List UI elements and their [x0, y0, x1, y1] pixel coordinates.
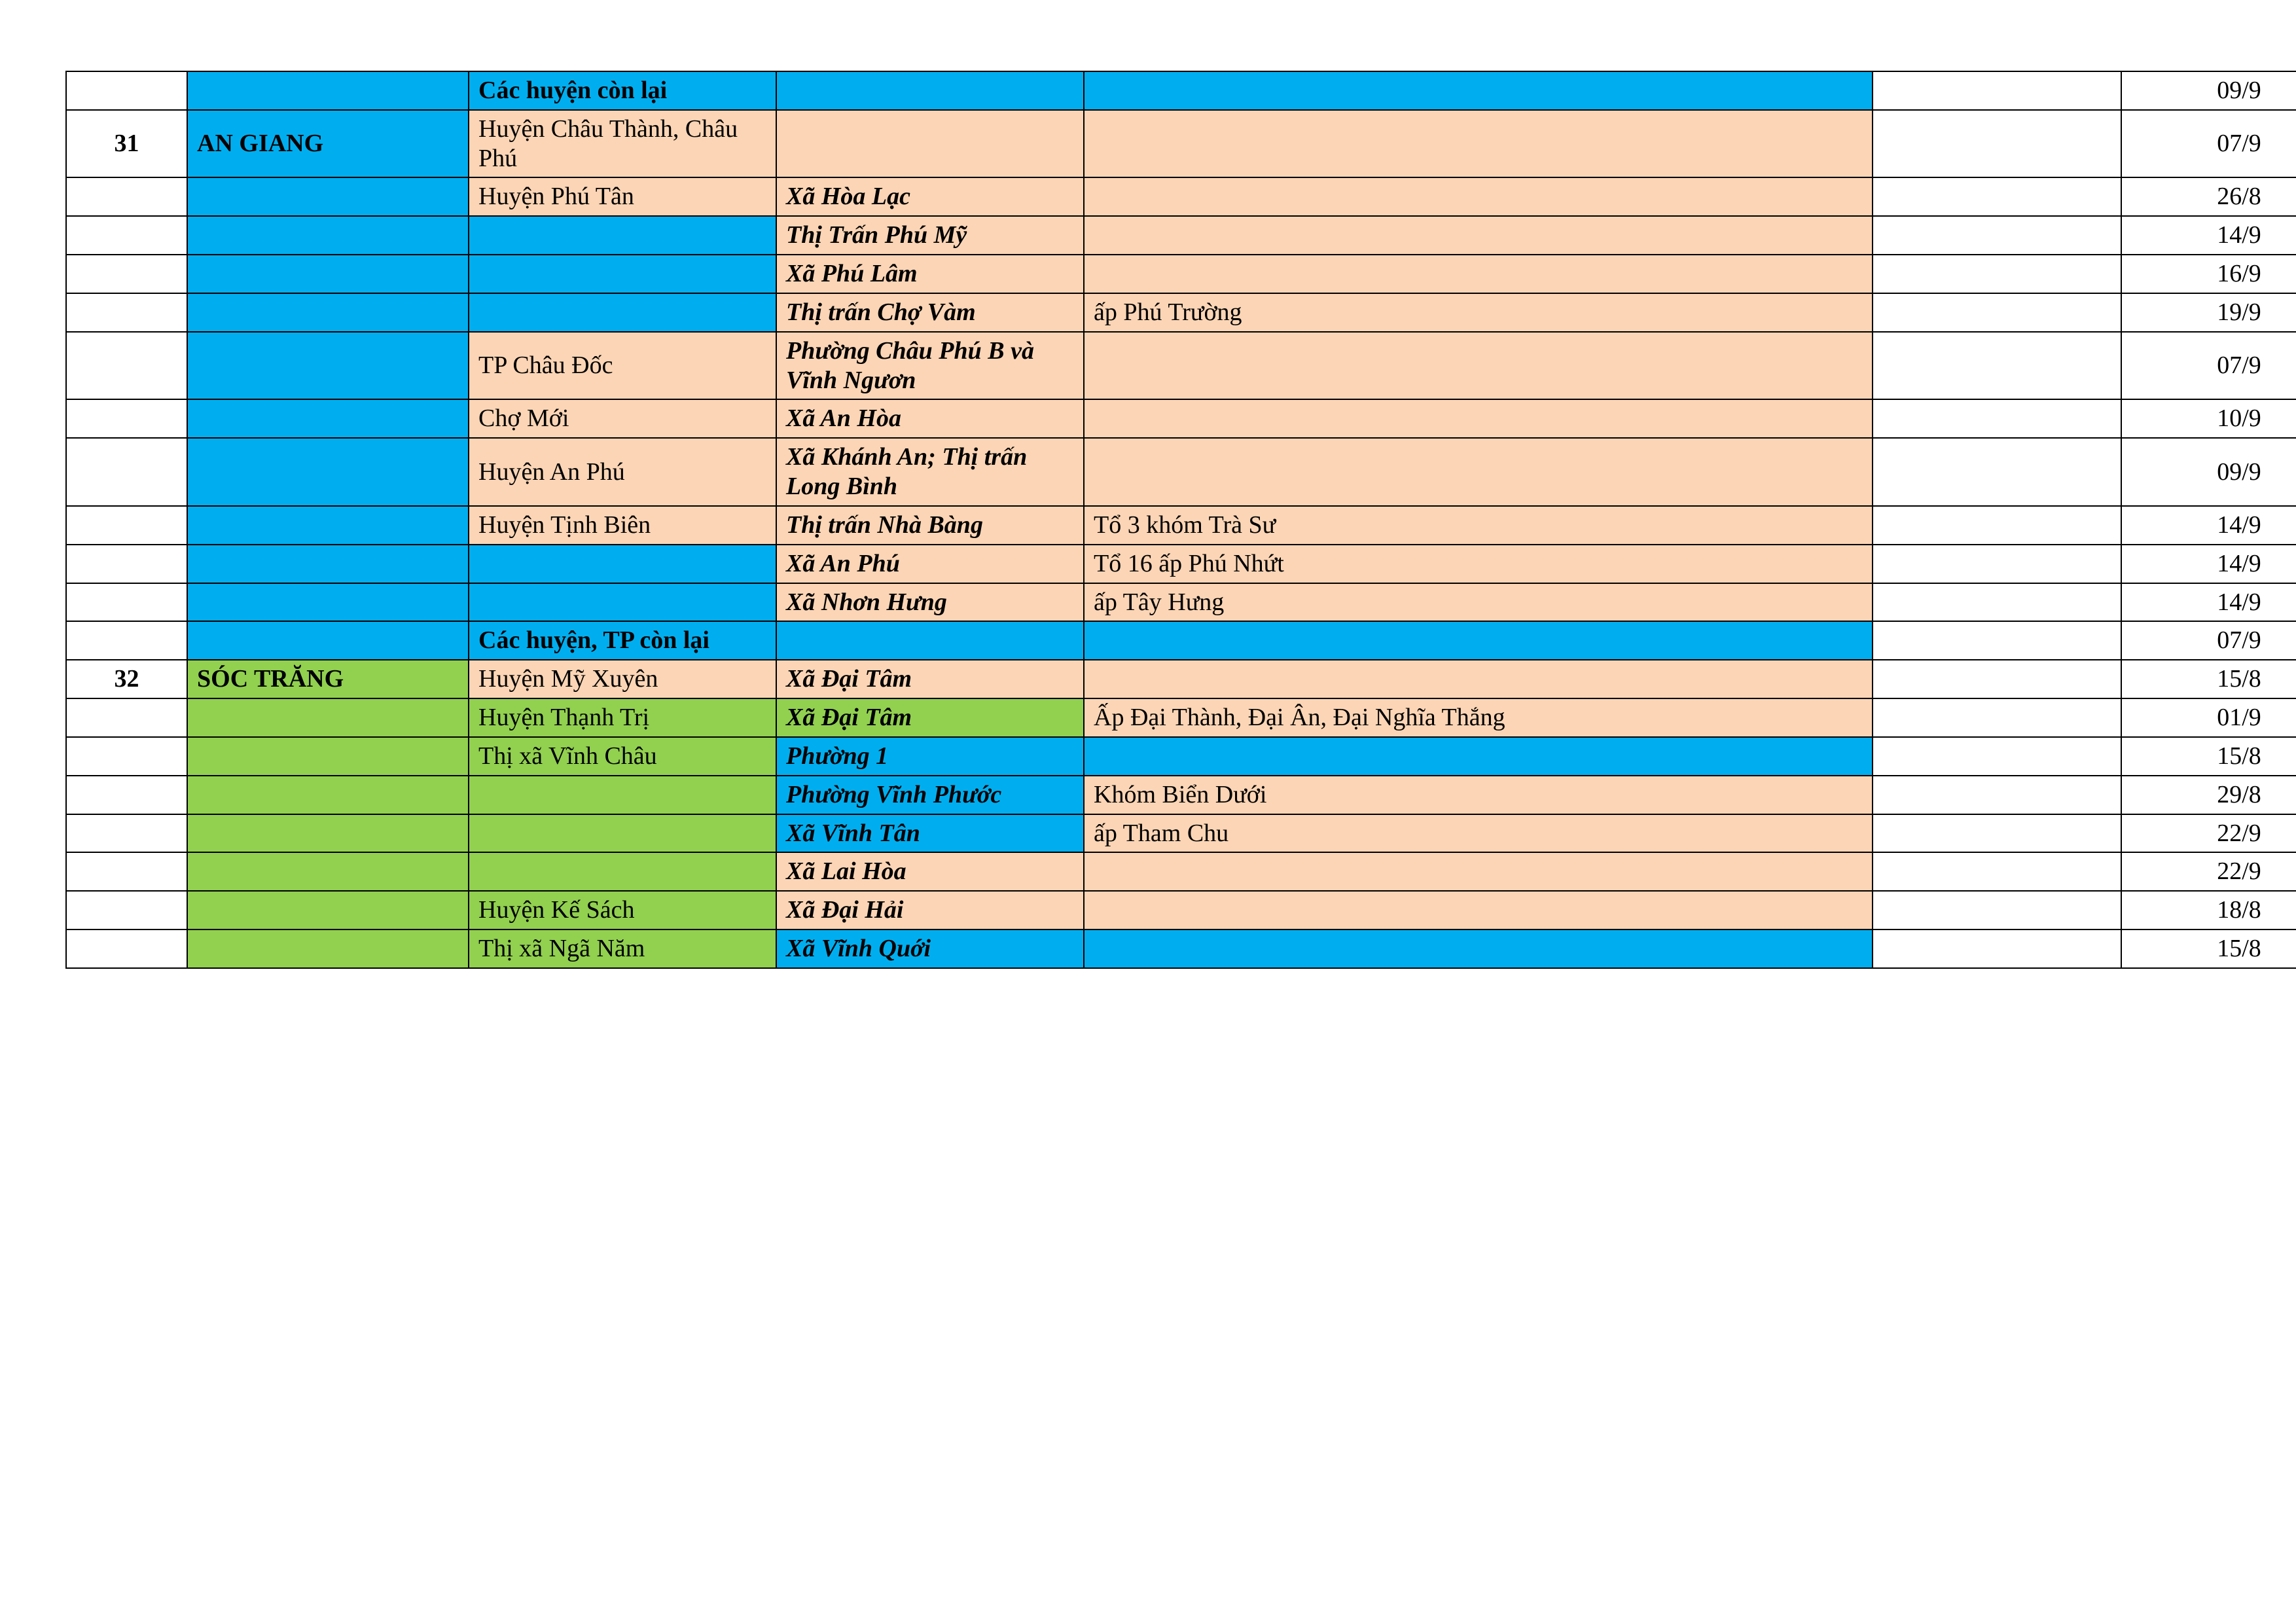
cell-area — [1084, 332, 1873, 400]
cell-blank — [1873, 71, 2121, 110]
cell-index — [66, 71, 187, 110]
cell-ward: Phường Châu Phú B và Vĩnh Ngươn — [776, 332, 1084, 400]
cell-ward: Phường 1 — [776, 737, 1084, 776]
table-row — [66, 621, 2296, 660]
table-row — [66, 891, 2296, 929]
cell-area — [1084, 438, 1873, 506]
cell-blank — [1873, 216, 2121, 255]
cell-blank — [1873, 891, 2121, 929]
cell-date: 29/8 — [2121, 776, 2296, 814]
cell-ward: Thị Trấn Phú Mỹ — [776, 216, 1084, 255]
cell-district: Huyện Châu Thành, Châu Phú — [469, 110, 776, 178]
cell-index: 32 — [66, 660, 187, 698]
table-row — [66, 332, 2296, 400]
table-row — [66, 660, 2296, 698]
cell-ward: Thị trấn Nhà Bàng — [776, 506, 1084, 545]
cell-ward: Xã Khánh An; Thị trấn Long Bình — [776, 438, 1084, 506]
table-row — [66, 177, 2296, 216]
table-row — [66, 737, 2296, 776]
cell-district: Huyện An Phú — [469, 438, 776, 506]
restrictions-table — [65, 71, 2296, 969]
cell-index — [66, 698, 187, 737]
cell-district — [469, 293, 776, 332]
cell-index — [66, 216, 187, 255]
cell-blank — [1873, 399, 2121, 438]
cell-ward: Xã An Phú — [776, 545, 1084, 583]
cell-ward — [776, 110, 1084, 178]
cell-blank — [1873, 110, 2121, 178]
table-row — [66, 506, 2296, 545]
cell-blank — [1873, 255, 2121, 293]
cell-blank — [1873, 852, 2121, 891]
cell-ward: Xã Đại Tâm — [776, 698, 1084, 737]
cell-index — [66, 293, 187, 332]
cell-index — [66, 852, 187, 891]
cell-district — [469, 814, 776, 853]
cell-area — [1084, 891, 1873, 929]
table-row — [66, 71, 2296, 110]
cell-date: 22/9 — [2121, 814, 2296, 853]
cell-area — [1084, 216, 1873, 255]
cell-district: Huyện Phú Tân — [469, 177, 776, 216]
cell-date: 26/8 — [2121, 177, 2296, 216]
cell-province — [187, 583, 469, 622]
cell-district: Huyện Kế Sách — [469, 891, 776, 929]
cell-index — [66, 891, 187, 929]
cell-province — [187, 438, 469, 506]
cell-ward: Xã Vĩnh Tân — [776, 814, 1084, 853]
cell-blank — [1873, 814, 2121, 853]
table-row — [66, 583, 2296, 622]
cell-blank — [1873, 737, 2121, 776]
cell-area: ấp Phú Trường — [1084, 293, 1873, 332]
cell-index — [66, 776, 187, 814]
table-row — [66, 293, 2296, 332]
table-row — [66, 929, 2296, 968]
cell-province — [187, 332, 469, 400]
cell-area — [1084, 852, 1873, 891]
cell-blank — [1873, 545, 2121, 583]
cell-area: ấp Tây Hưng — [1084, 583, 1873, 622]
cell-index — [66, 332, 187, 400]
cell-blank — [1873, 506, 2121, 545]
cell-area: Khóm Biển Dưới — [1084, 776, 1873, 814]
cell-date: 16/9 — [2121, 255, 2296, 293]
table-row — [66, 399, 2296, 438]
cell-ward: Xã Đại Tâm — [776, 660, 1084, 698]
cell-index — [66, 737, 187, 776]
cell-index — [66, 929, 187, 968]
cell-date: 01/9 — [2121, 698, 2296, 737]
cell-blank — [1873, 583, 2121, 622]
cell-district: Huyện Mỹ Xuyên — [469, 660, 776, 698]
cell-date: 07/9 — [2121, 110, 2296, 178]
cell-district: Các huyện, TP còn lại — [469, 621, 776, 660]
cell-ward — [776, 71, 1084, 110]
table-row — [66, 438, 2296, 506]
cell-blank — [1873, 438, 2121, 506]
cell-blank — [1873, 776, 2121, 814]
cell-blank — [1873, 698, 2121, 737]
cell-area — [1084, 71, 1873, 110]
cell-ward: Xã Đại Hải — [776, 891, 1084, 929]
cell-area — [1084, 110, 1873, 178]
table-row — [66, 255, 2296, 293]
cell-district — [469, 852, 776, 891]
cell-province — [187, 891, 469, 929]
cell-area: Tổ 16 ấp Phú Nhứt — [1084, 545, 1873, 583]
cell-date: 19/9 — [2121, 293, 2296, 332]
cell-blank — [1873, 332, 2121, 400]
cell-area: ấp Tham Chu — [1084, 814, 1873, 853]
cell-district: Các huyện còn lại — [469, 71, 776, 110]
cell-province — [187, 776, 469, 814]
cell-province: SÓC TRĂNG — [187, 660, 469, 698]
cell-district — [469, 255, 776, 293]
cell-province — [187, 216, 469, 255]
cell-area — [1084, 255, 1873, 293]
table-row — [66, 110, 2296, 178]
cell-index — [66, 583, 187, 622]
cell-date: 09/9 — [2121, 71, 2296, 110]
cell-date: 15/8 — [2121, 929, 2296, 968]
cell-date: 22/9 — [2121, 852, 2296, 891]
table-row — [66, 852, 2296, 891]
cell-area — [1084, 177, 1873, 216]
cell-province — [187, 814, 469, 853]
cell-province — [187, 506, 469, 545]
cell-ward: Thị trấn Chợ Vàm — [776, 293, 1084, 332]
cell-blank — [1873, 177, 2121, 216]
cell-district — [469, 545, 776, 583]
cell-date: 07/9 — [2121, 621, 2296, 660]
cell-province — [187, 71, 469, 110]
cell-province — [187, 929, 469, 968]
cell-district: TP Châu Đốc — [469, 332, 776, 400]
cell-blank — [1873, 929, 2121, 968]
cell-province — [187, 621, 469, 660]
cell-index — [66, 399, 187, 438]
cell-province: AN GIANG — [187, 110, 469, 178]
cell-province — [187, 177, 469, 216]
cell-district — [469, 776, 776, 814]
cell-blank — [1873, 293, 2121, 332]
cell-province — [187, 737, 469, 776]
cell-date: 09/9 — [2121, 438, 2296, 506]
cell-index — [66, 814, 187, 853]
cell-area — [1084, 929, 1873, 968]
table-row — [66, 698, 2296, 737]
cell-index: 31 — [66, 110, 187, 178]
cell-ward: Xã Lai Hòa — [776, 852, 1084, 891]
cell-province — [187, 293, 469, 332]
cell-district: Thị xã Ngã Năm — [469, 929, 776, 968]
cell-date: 18/8 — [2121, 891, 2296, 929]
cell-district — [469, 583, 776, 622]
cell-blank — [1873, 660, 2121, 698]
cell-index — [66, 177, 187, 216]
cell-date: 10/9 — [2121, 399, 2296, 438]
cell-index — [66, 438, 187, 506]
cell-area: Ấp Đại Thành, Đại Ân, Đại Nghĩa Thắng — [1084, 698, 1873, 737]
cell-date: 14/9 — [2121, 545, 2296, 583]
cell-province — [187, 698, 469, 737]
cell-index — [66, 621, 187, 660]
cell-area — [1084, 737, 1873, 776]
cell-province — [187, 545, 469, 583]
table-row — [66, 545, 2296, 583]
cell-ward: Xã Vĩnh Quới — [776, 929, 1084, 968]
cell-index — [66, 545, 187, 583]
cell-index — [66, 255, 187, 293]
cell-ward: Xã Hòa Lạc — [776, 177, 1084, 216]
cell-province — [187, 852, 469, 891]
cell-date: 14/9 — [2121, 506, 2296, 545]
cell-area — [1084, 399, 1873, 438]
cell-area — [1084, 621, 1873, 660]
cell-district: Huyện Thạnh Trị — [469, 698, 776, 737]
cell-ward — [776, 621, 1084, 660]
cell-area — [1084, 660, 1873, 698]
cell-ward: Xã An Hòa — [776, 399, 1084, 438]
cell-area: Tổ 3 khóm Trà Sư — [1084, 506, 1873, 545]
cell-ward: Xã Nhơn Hưng — [776, 583, 1084, 622]
cell-index — [66, 506, 187, 545]
cell-province — [187, 399, 469, 438]
cell-blank — [1873, 621, 2121, 660]
table-row — [66, 216, 2296, 255]
cell-district — [469, 216, 776, 255]
cell-date: 15/8 — [2121, 737, 2296, 776]
cell-date: 07/9 — [2121, 332, 2296, 400]
table-row — [66, 814, 2296, 853]
cell-ward: Phường Vĩnh Phước — [776, 776, 1084, 814]
cell-date: 15/8 — [2121, 660, 2296, 698]
cell-ward: Xã Phú Lâm — [776, 255, 1084, 293]
cell-district: Chợ Mới — [469, 399, 776, 438]
table-row — [66, 776, 2296, 814]
cell-province — [187, 255, 469, 293]
cell-date: 14/9 — [2121, 216, 2296, 255]
cell-district: Thị xã Vĩnh Châu — [469, 737, 776, 776]
cell-district: Huyện Tịnh Biên — [469, 506, 776, 545]
cell-date: 14/9 — [2121, 583, 2296, 622]
